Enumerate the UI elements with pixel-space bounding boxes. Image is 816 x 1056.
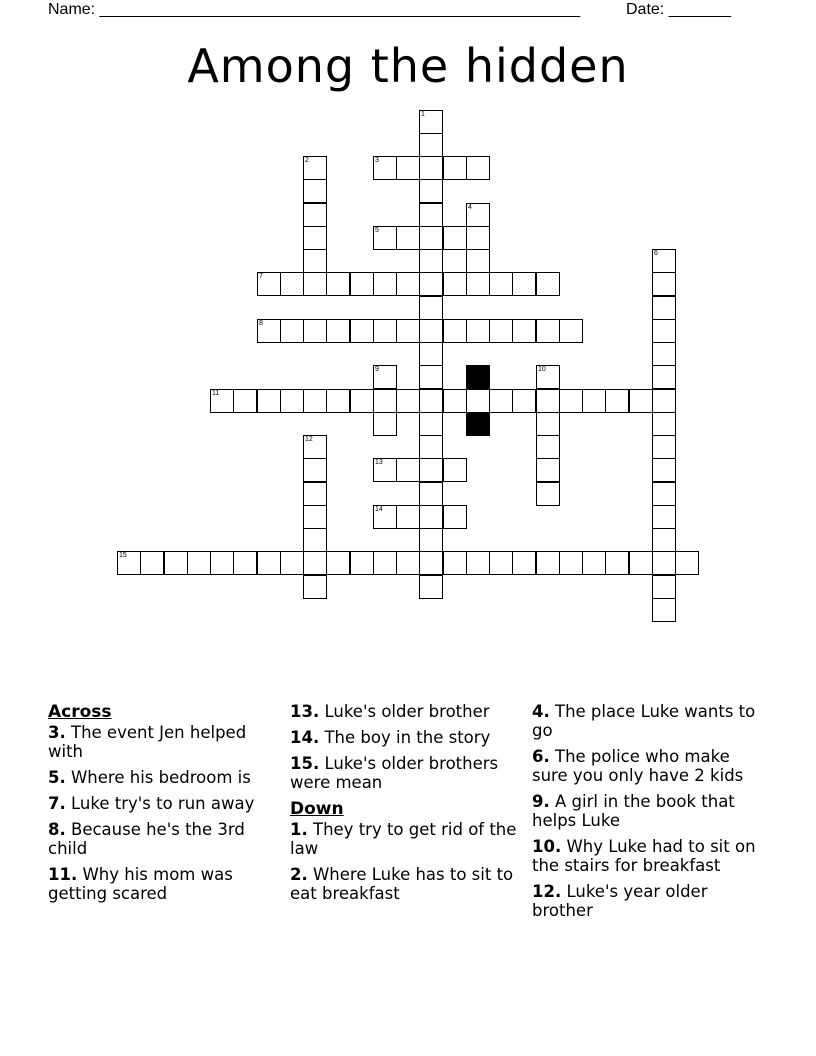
grid-cell[interactable]: [419, 156, 443, 180]
grid-cell[interactable]: [326, 551, 350, 575]
grid-cell[interactable]: [396, 551, 420, 575]
grid-cell[interactable]: [419, 435, 443, 459]
grid-cell[interactable]: [443, 505, 467, 529]
clue-text: The boy in the story: [319, 728, 491, 747]
clue-number-label: 7: [259, 273, 263, 280]
grid-cell[interactable]: [350, 272, 374, 296]
clue-number-label: 6: [654, 250, 658, 257]
grid-cell[interactable]: [419, 272, 443, 296]
grid-cell[interactable]: [536, 482, 560, 506]
grid-cell[interactable]: [233, 389, 257, 413]
clue-number: 4.: [532, 702, 550, 721]
grid-cell[interactable]: [280, 389, 304, 413]
grid-cell[interactable]: [466, 226, 490, 250]
grid-cell[interactable]: [419, 226, 443, 250]
grid-cell[interactable]: [559, 319, 583, 343]
grid-cell[interactable]: [396, 389, 420, 413]
grid-cell[interactable]: [652, 319, 676, 343]
clue-number: 10.: [532, 837, 562, 856]
grid-cell[interactable]: [652, 389, 676, 413]
grid-cell[interactable]: [443, 389, 467, 413]
grid-cell[interactable]: [373, 365, 397, 389]
grid-cell[interactable]: [419, 551, 443, 575]
grid-cell[interactable]: [652, 575, 676, 599]
grid-cell[interactable]: [419, 365, 443, 389]
grid-cell[interactable]: [652, 458, 676, 482]
grid-cell[interactable]: [443, 156, 467, 180]
clue-item: [290, 754, 522, 792]
grid-cell[interactable]: [326, 389, 350, 413]
grid-cell[interactable]: [373, 412, 397, 436]
grid-cell[interactable]: [419, 133, 443, 157]
clue-number-label: 9: [375, 366, 379, 373]
grid-cell[interactable]: [466, 319, 490, 343]
clue-item: [532, 882, 764, 920]
grid-cell[interactable]: [652, 342, 676, 366]
grid-cell[interactable]: [512, 551, 536, 575]
grid-cell[interactable]: [280, 551, 304, 575]
clue-text: The event Jen helped with: [48, 723, 247, 761]
grid-cell[interactable]: [257, 389, 281, 413]
grid-cell[interactable]: [396, 226, 420, 250]
clue-number-label: 5: [375, 227, 379, 234]
grid-cell[interactable]: [652, 249, 676, 273]
puzzle-title: Among the hidden: [187, 39, 629, 93]
grid-cell[interactable]: [559, 389, 583, 413]
grid-cell[interactable]: [489, 272, 513, 296]
clue-number-label: 15: [119, 552, 127, 559]
grid-cell[interactable]: [303, 179, 327, 203]
clue-item: [290, 820, 522, 858]
grid-cell[interactable]: [257, 551, 281, 575]
grid-cell[interactable]: [396, 458, 420, 482]
clue-text: Luke's year older brother: [532, 882, 708, 920]
grid-cell[interactable]: [419, 482, 443, 506]
grid-cell[interactable]: [396, 156, 420, 180]
grid-cell[interactable]: [140, 551, 164, 575]
clue-number-label: 10: [538, 366, 546, 373]
grid-cell[interactable]: [303, 505, 327, 529]
grid-cell[interactable]: [443, 226, 467, 250]
clue-item: [290, 702, 522, 721]
clue-item: [532, 837, 764, 875]
grid-cell[interactable]: [419, 249, 443, 273]
clue-number: 13.: [290, 702, 320, 721]
section-heading: Down: [290, 799, 344, 819]
grid-cell[interactable]: [117, 551, 141, 575]
grid-cell[interactable]: [419, 179, 443, 203]
clue-number: 9.: [532, 792, 550, 811]
grid-cell[interactable]: [536, 365, 560, 389]
grid-cell[interactable]: [164, 551, 188, 575]
grid-cell[interactable]: [396, 272, 420, 296]
grid-cell[interactable]: [466, 551, 490, 575]
grid-cell[interactable]: [303, 551, 327, 575]
grid-cell[interactable]: [373, 551, 397, 575]
grid-cell[interactable]: [373, 272, 397, 296]
grid-cell[interactable]: [443, 272, 467, 296]
grid-cell[interactable]: [419, 528, 443, 552]
grid-cell[interactable]: [233, 551, 257, 575]
grid-cell[interactable]: [629, 389, 653, 413]
clue-number-label: 4: [468, 204, 472, 211]
grid-cell[interactable]: [210, 551, 234, 575]
grid-cell[interactable]: [303, 482, 327, 506]
grid-cell[interactable]: [373, 458, 397, 482]
clue-text: Because he's the 3rd child: [48, 820, 245, 858]
grid-cell[interactable]: [326, 272, 350, 296]
clue-column-3: [532, 702, 764, 927]
grid-cell[interactable]: [536, 435, 560, 459]
clue-number-label: 8: [259, 320, 263, 327]
clue-text: Luke try's to run away: [65, 794, 255, 813]
grid-cell[interactable]: [652, 296, 676, 320]
grid-cell[interactable]: [536, 319, 560, 343]
grid-cell[interactable]: [536, 389, 560, 413]
clue-text: The police who make sure you only have 2 kids: [532, 747, 744, 785]
clue-number-label: 1: [421, 111, 425, 118]
grid-cell[interactable]: [512, 319, 536, 343]
clue-item: [290, 865, 522, 903]
grid-cell[interactable]: [373, 505, 397, 529]
clue-item: [48, 820, 280, 858]
clue-item: [48, 768, 280, 787]
grid-cell[interactable]: [536, 272, 560, 296]
grid-cell[interactable]: [605, 389, 629, 413]
grid-cell[interactable]: [652, 598, 676, 622]
grid-cell[interactable]: [652, 528, 676, 552]
grid-cell[interactable]: [187, 551, 211, 575]
grid-cell[interactable]: [303, 272, 327, 296]
grid-cell[interactable]: [512, 272, 536, 296]
grid-cell[interactable]: [257, 272, 281, 296]
grid-cell[interactable]: [419, 342, 443, 366]
clue-text: Why his mom was getting scared: [48, 865, 233, 903]
grid-cell[interactable]: [303, 435, 327, 459]
grid-cell[interactable]: [443, 458, 467, 482]
grid-cell[interactable]: [466, 203, 490, 227]
grid-cell[interactable]: [396, 505, 420, 529]
clue-number: 8.: [48, 820, 66, 839]
clue-column-1: [48, 702, 280, 910]
grid-cell[interactable]: [326, 319, 350, 343]
clue-text: Where Luke has to sit to eat breakfast: [290, 865, 514, 903]
date-field-label: Date: _______: [626, 1, 731, 18]
grid-cell[interactable]: [419, 203, 443, 227]
clue-number-label: 13: [375, 459, 383, 466]
grid-cell[interactable]: [303, 226, 327, 250]
grid-cell[interactable]: [303, 156, 327, 180]
grid-cell[interactable]: [419, 458, 443, 482]
grid-cell[interactable]: [652, 505, 676, 529]
grid-cell[interactable]: [303, 203, 327, 227]
grid-cell[interactable]: [582, 389, 606, 413]
clue-text: Where his bedroom is: [65, 768, 251, 787]
grid-cell[interactable]: [303, 528, 327, 552]
grid-cell[interactable]: [489, 389, 513, 413]
grid-cell[interactable]: [419, 296, 443, 320]
grid-cell[interactable]: [280, 319, 304, 343]
grid-cell[interactable]: [512, 389, 536, 413]
clue-text: Why Luke had to sit on the stairs for breakfast: [532, 837, 756, 875]
grid-cell[interactable]: [675, 551, 699, 575]
grid-cell[interactable]: [489, 319, 513, 343]
clue-item: [48, 794, 280, 813]
grid-cell[interactable]: [210, 389, 234, 413]
grid-cell[interactable]: [350, 389, 374, 413]
grid-cell[interactable]: [652, 365, 676, 389]
grid-cell[interactable]: [373, 226, 397, 250]
grid-block-cell: [466, 365, 490, 389]
grid-cell[interactable]: [443, 551, 467, 575]
name-field-label: Name: ______________________________________________________: [48, 1, 581, 18]
grid-cell[interactable]: [257, 319, 281, 343]
grid-cell[interactable]: [303, 249, 327, 273]
grid-cell[interactable]: [652, 435, 676, 459]
grid-cell[interactable]: [419, 389, 443, 413]
clue-number: 6.: [532, 747, 550, 766]
grid-cell[interactable]: [466, 389, 490, 413]
grid-cell[interactable]: [280, 272, 304, 296]
grid-cell[interactable]: [605, 551, 629, 575]
clue-number: 5.: [48, 768, 66, 787]
clue-item: [48, 723, 280, 761]
clue-number: 14.: [290, 728, 320, 747]
clue-text: Luke's older brother: [319, 702, 490, 721]
grid-cell[interactable]: [489, 551, 513, 575]
clue-item: [290, 728, 522, 747]
clue-number-label: 14: [375, 506, 383, 513]
clue-item: [532, 792, 764, 830]
grid-cell[interactable]: [443, 319, 467, 343]
grid-cell[interactable]: [303, 575, 327, 599]
grid-cell[interactable]: [419, 575, 443, 599]
clue-item: [532, 747, 764, 785]
grid-block-cell: [466, 412, 490, 436]
grid-cell[interactable]: [419, 110, 443, 134]
clue-number-label: 11: [212, 390, 220, 397]
clue-text: A girl in the book that helps Luke: [532, 792, 735, 830]
clue-number-label: 12: [305, 436, 313, 443]
clue-number: 15.: [290, 754, 320, 773]
clue-number: 1.: [290, 820, 308, 839]
grid-cell[interactable]: [466, 249, 490, 273]
grid-cell[interactable]: [466, 156, 490, 180]
clue-item: [532, 702, 764, 740]
clue-text: The place Luke wants to go: [532, 702, 756, 740]
grid-cell[interactable]: [350, 319, 374, 343]
grid-cell[interactable]: [373, 319, 397, 343]
grid-cell[interactable]: [373, 156, 397, 180]
clue-item: [48, 865, 280, 903]
grid-cell[interactable]: [652, 551, 676, 575]
grid-cell[interactable]: [652, 272, 676, 296]
clue-number: 2.: [290, 865, 308, 884]
grid-cell[interactable]: [536, 551, 560, 575]
clue-number-label: 3: [375, 157, 379, 164]
grid-cell[interactable]: [536, 458, 560, 482]
clue-number: 3.: [48, 723, 66, 742]
grid-cell[interactable]: [303, 458, 327, 482]
section-heading: Across: [48, 702, 112, 722]
clue-number: 11.: [48, 865, 78, 884]
grid-cell[interactable]: [373, 389, 397, 413]
grid-cell[interactable]: [652, 412, 676, 436]
grid-cell[interactable]: [559, 551, 583, 575]
grid-cell[interactable]: [396, 319, 420, 343]
clue-number-label: 2: [305, 157, 309, 164]
grid-cell[interactable]: [419, 505, 443, 529]
clue-number: 12.: [532, 882, 562, 901]
grid-cell[interactable]: [419, 412, 443, 436]
grid-cell[interactable]: [303, 319, 327, 343]
grid-cell[interactable]: [350, 551, 374, 575]
grid-cell[interactable]: [303, 389, 327, 413]
grid-cell[interactable]: [419, 319, 443, 343]
grid-cell[interactable]: [536, 412, 560, 436]
clue-text: Luke's older brothers were mean: [290, 754, 499, 792]
grid-cell[interactable]: [582, 551, 606, 575]
clue-column-2: [290, 702, 522, 910]
grid-cell[interactable]: [466, 272, 490, 296]
clue-text: They try to get rid of the law: [290, 820, 517, 858]
clue-number: 7.: [48, 794, 66, 813]
grid-cell[interactable]: [629, 551, 653, 575]
grid-cell[interactable]: [652, 482, 676, 506]
